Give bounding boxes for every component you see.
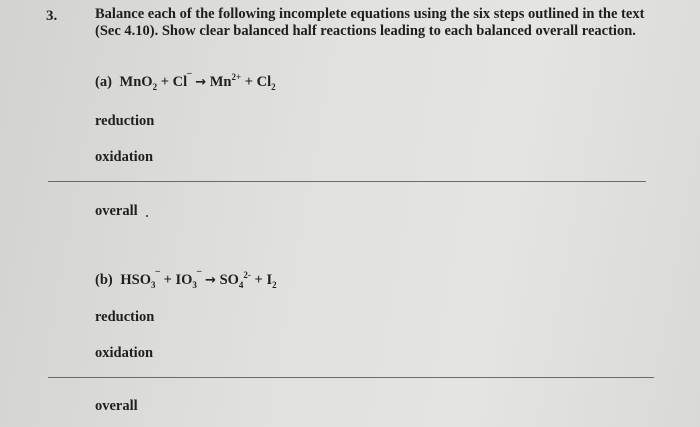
part-b-reduction-label: reduction bbox=[95, 309, 155, 325]
part-b-oxidation-label: oxidation bbox=[95, 345, 154, 361]
part-a-oxidation-label: oxidation bbox=[95, 149, 154, 165]
reactant-cl-ion: Cl¯ bbox=[172, 72, 192, 90]
product-mn-ion: $Mn^{2+}$ bbox=[209, 72, 242, 90]
product-i2: $I_2$ bbox=[266, 272, 277, 290]
part-b-divider bbox=[48, 377, 654, 378]
part-a-overall-label: overall bbox=[95, 203, 138, 219]
part-a-divider bbox=[48, 181, 646, 182]
reactant-io3-ion: $IO_3^¯$ bbox=[175, 270, 202, 290]
reaction-arrow-icon: → bbox=[205, 273, 216, 288]
product-cl2: $Cl_2$ bbox=[256, 74, 276, 92]
question-number: 3. bbox=[46, 8, 58, 24]
question-instructions: Balance each of the following incomplete equations using the six steps outlined in the text (Sec 4.10). Show clear balanced half reactions leading to each balanced overall reaction. bbox=[95, 6, 645, 39]
reaction-arrow-icon: → bbox=[195, 75, 207, 90]
equation-a: (a) $MnO_2 + Cl^¯ \to Mn^{2+} + Cl_2$ bbox=[95, 72, 276, 92]
part-b-overall-label: overall bbox=[95, 398, 138, 414]
part-a-reduction-label: reduction bbox=[95, 113, 155, 129]
equation-b: (b) $HSO_3^¯ + IO_3^¯ \to SO_4^{2-} + I_2$ bbox=[95, 270, 277, 290]
reactant-mno2: MnO$_2$ bbox=[119, 74, 158, 92]
part-a-label: (a) bbox=[95, 74, 112, 90]
pencil-mark bbox=[146, 215, 148, 217]
part-b-label: (b) bbox=[95, 272, 113, 288]
reactant-hso3-ion: $HSO_3^¯$ bbox=[120, 270, 160, 290]
product-so4-ion: $SO_4^{2-}$ bbox=[219, 270, 251, 290]
